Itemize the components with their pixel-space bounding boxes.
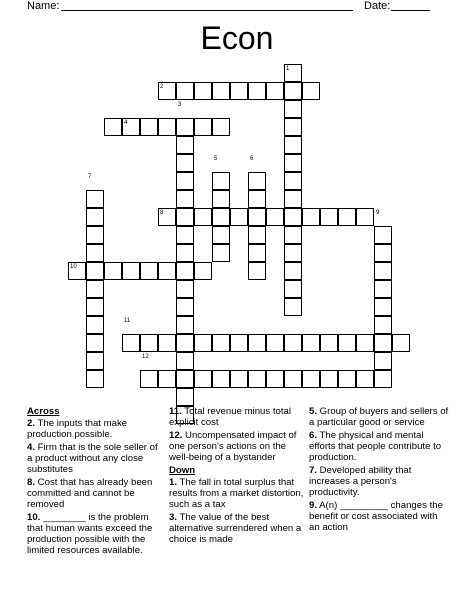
grid-cell[interactable]	[158, 370, 176, 388]
grid-cell[interactable]	[176, 298, 194, 316]
clue-item-text: Cost that has already been committed and cannot be removed	[27, 477, 153, 510]
grid-cell[interactable]	[374, 298, 392, 316]
clues-column-2	[169, 406, 304, 547]
grid-cell[interactable]	[158, 334, 176, 352]
grid-cell[interactable]	[374, 280, 392, 298]
grid-cell[interactable]	[212, 334, 230, 352]
grid-cell[interactable]	[194, 208, 212, 226]
grid-cell[interactable]	[86, 208, 104, 226]
clue-item-number: 1.	[169, 477, 178, 488]
grid-cell[interactable]	[194, 334, 212, 352]
clue-item-number: 8.	[27, 477, 36, 488]
clue-number: 2	[160, 84, 164, 90]
grid-cell[interactable]	[86, 316, 104, 334]
grid-cell[interactable]	[212, 172, 230, 190]
clue-item	[169, 512, 304, 545]
grid-cell[interactable]	[140, 334, 158, 352]
grid-cell[interactable]	[176, 388, 194, 406]
grid-cell[interactable]	[284, 298, 302, 316]
grid-cell[interactable]	[284, 226, 302, 244]
grid-cell[interactable]	[320, 334, 338, 352]
grid-cell[interactable]	[212, 370, 230, 388]
grid-cell[interactable]	[284, 244, 302, 262]
grid-cell[interactable]	[248, 262, 266, 280]
grid-cell[interactable]	[230, 370, 248, 388]
clue-item	[309, 406, 449, 428]
clue-number: 9	[376, 210, 380, 216]
date-label: Date:	[364, 0, 391, 12]
grid-cell[interactable]	[104, 262, 122, 280]
grid-cell[interactable]	[140, 370, 158, 388]
grid-cell[interactable]	[212, 208, 230, 226]
clue-item	[309, 500, 449, 533]
clue-number: 5	[214, 156, 218, 162]
grid-cell[interactable]	[86, 298, 104, 316]
clue-item-text: Uncompensated impact of one person's actions on the well-being of a bystander	[169, 430, 297, 463]
grid-cell[interactable]	[302, 208, 320, 226]
clue-item-text: Total revenue minus total explicit cost	[169, 406, 291, 428]
clue-number: 8	[160, 210, 164, 216]
clue-item-number: 4.	[27, 442, 36, 453]
clues-column-3	[309, 406, 449, 535]
grid-cell[interactable]	[284, 208, 302, 226]
clue-item-number: 7.	[309, 465, 318, 476]
grid-cell[interactable]	[176, 244, 194, 262]
grid-cell[interactable]	[356, 208, 374, 226]
clue-number: 4	[124, 120, 128, 126]
clue-item-text: Group of buyers and sellers of a particular good or service	[309, 406, 449, 428]
grid-cell[interactable]	[374, 226, 392, 244]
grid-cell[interactable]	[284, 136, 302, 154]
clue-item	[169, 430, 304, 463]
grid-cell[interactable]	[194, 370, 212, 388]
grid-cell[interactable]	[284, 190, 302, 208]
grid-cell[interactable]	[194, 262, 212, 280]
clue-item-text: The physical and mental efforts that people contribute to production.	[309, 430, 442, 463]
grid-cell[interactable]	[284, 82, 302, 100]
clue-number: 12	[142, 354, 149, 360]
grid-cell[interactable]	[302, 82, 320, 100]
clue-item	[27, 442, 162, 475]
grid-cell[interactable]	[248, 190, 266, 208]
grid-cell[interactable]	[284, 262, 302, 280]
grid-cell[interactable]	[374, 334, 392, 352]
clue-number: 3	[178, 102, 182, 108]
grid-cell[interactable]	[356, 334, 374, 352]
grid-cell[interactable]	[266, 334, 284, 352]
grid-cell[interactable]	[122, 334, 140, 352]
grid-cell[interactable]	[230, 334, 248, 352]
grid-cell[interactable]	[212, 244, 230, 262]
grid-cell[interactable]	[212, 190, 230, 208]
grid-cell[interactable]	[338, 334, 356, 352]
grid-cell[interactable]	[212, 82, 230, 100]
grid-cell[interactable]	[284, 280, 302, 298]
clue-number: 6	[250, 156, 254, 162]
grid-cell[interactable]	[104, 118, 122, 136]
grid-cell[interactable]	[86, 352, 104, 370]
clue-item-text: The inputs that make production possible.	[27, 418, 128, 440]
grid-cell[interactable]	[176, 190, 194, 208]
grid-cell[interactable]	[248, 82, 266, 100]
clue-item-number: 3.	[169, 512, 178, 523]
clue-item-number: 12.	[169, 430, 183, 441]
grid-cell[interactable]	[194, 82, 212, 100]
clue-item-number: 2.	[27, 418, 36, 429]
grid-cell[interactable]	[176, 334, 194, 352]
clue-item-text: Firm that is the sole seller of a product without any close substitutes	[27, 442, 158, 475]
grid-cell[interactable]	[86, 334, 104, 352]
grid-cell[interactable]	[392, 334, 410, 352]
grid-cell[interactable]	[158, 262, 176, 280]
clue-item-number: 9.	[309, 500, 318, 511]
grid-cell[interactable]	[284, 118, 302, 136]
grid-cell[interactable]	[320, 370, 338, 388]
grid-cell[interactable]	[176, 262, 194, 280]
clues-column-1	[27, 406, 162, 558]
grid-cell[interactable]	[338, 370, 356, 388]
grid-cell[interactable]	[176, 154, 194, 172]
clue-item	[309, 430, 449, 463]
grid-cell[interactable]	[86, 244, 104, 262]
grid-cell[interactable]	[338, 208, 356, 226]
grid-cell[interactable]	[176, 136, 194, 154]
grid-cell[interactable]	[212, 118, 230, 136]
clue-item	[27, 418, 162, 440]
clue-item-text: The fall in total surplus that results from a market distortion, such as a tax	[169, 477, 304, 510]
grid-cell[interactable]	[194, 118, 212, 136]
grid-cell[interactable]	[284, 100, 302, 118]
clue-item	[169, 406, 304, 428]
clue-item-text: A(n) _________ changes the benefit or cost associated with an action	[309, 500, 443, 533]
clue-item-text: ________ is the problem that human wants exceed the production possible with the limited resources available.	[27, 512, 153, 556]
grid-cell[interactable]	[176, 280, 194, 298]
grid-cell[interactable]	[230, 208, 248, 226]
clue-item-number: 11.	[169, 406, 182, 417]
grid-cell[interactable]	[176, 208, 194, 226]
down-heading: Down	[169, 465, 196, 476]
grid-cell[interactable]	[176, 316, 194, 334]
clue-number: 10	[70, 264, 77, 270]
grid-cell[interactable]	[230, 82, 248, 100]
grid-cell[interactable]	[158, 118, 176, 136]
grid-cell[interactable]	[266, 370, 284, 388]
clue-item	[309, 465, 449, 498]
grid-cell[interactable]	[86, 370, 104, 388]
grid-cell[interactable]	[266, 208, 284, 226]
grid-cell[interactable]	[176, 226, 194, 244]
grid-cell[interactable]	[176, 82, 194, 100]
grid-cell[interactable]	[248, 208, 266, 226]
clue-item	[169, 477, 304, 510]
grid-cell[interactable]	[248, 226, 266, 244]
grid-cell[interactable]	[284, 370, 302, 388]
grid-cell[interactable]	[374, 244, 392, 262]
puzzle-title: Econ	[200, 20, 274, 56]
clue-item-number: 6.	[309, 430, 318, 441]
grid-cell[interactable]	[284, 172, 302, 190]
clue-item-number: 10.	[27, 512, 41, 523]
grid-cell[interactable]	[140, 118, 158, 136]
grid-cell[interactable]	[302, 334, 320, 352]
grid-cell[interactable]	[248, 334, 266, 352]
grid-cell[interactable]	[374, 262, 392, 280]
clue-item-number: 5.	[309, 406, 318, 417]
grid-cell[interactable]	[86, 262, 104, 280]
grid-cell[interactable]	[86, 280, 104, 298]
grid-cell[interactable]	[266, 82, 284, 100]
clue-number: 11	[124, 318, 131, 324]
clue-item	[27, 512, 162, 556]
clue-number: 7	[88, 174, 92, 180]
grid-cell[interactable]	[248, 370, 266, 388]
grid-cell[interactable]	[122, 262, 140, 280]
grid-cell[interactable]	[284, 154, 302, 172]
grid-cell[interactable]	[320, 208, 338, 226]
grid-cell[interactable]	[302, 370, 320, 388]
grid-cell[interactable]	[176, 118, 194, 136]
clue-item-text: The value of the best alternative surrendered when a choice is made	[169, 512, 302, 545]
across-heading: Across	[27, 406, 60, 417]
grid-cell[interactable]	[284, 334, 302, 352]
grid-cell[interactable]	[86, 226, 104, 244]
grid-cell[interactable]	[176, 172, 194, 190]
grid-cell[interactable]	[374, 370, 392, 388]
grid-cell[interactable]	[212, 226, 230, 244]
name-label: Name:	[27, 0, 60, 12]
grid-cell[interactable]	[374, 316, 392, 334]
clue-item-text: Developed ability that increases a person's productivity.	[309, 465, 412, 498]
clue-number: 1	[286, 66, 290, 72]
grid-cell[interactable]	[374, 352, 392, 370]
grid-cell[interactable]	[86, 190, 104, 208]
grid-cell[interactable]	[176, 352, 194, 370]
grid-cell[interactable]	[248, 244, 266, 262]
grid-cell[interactable]	[248, 172, 266, 190]
grid-cell[interactable]	[356, 370, 374, 388]
grid-cell[interactable]	[140, 262, 158, 280]
clue-item	[27, 477, 162, 510]
grid-cell[interactable]	[176, 370, 194, 388]
